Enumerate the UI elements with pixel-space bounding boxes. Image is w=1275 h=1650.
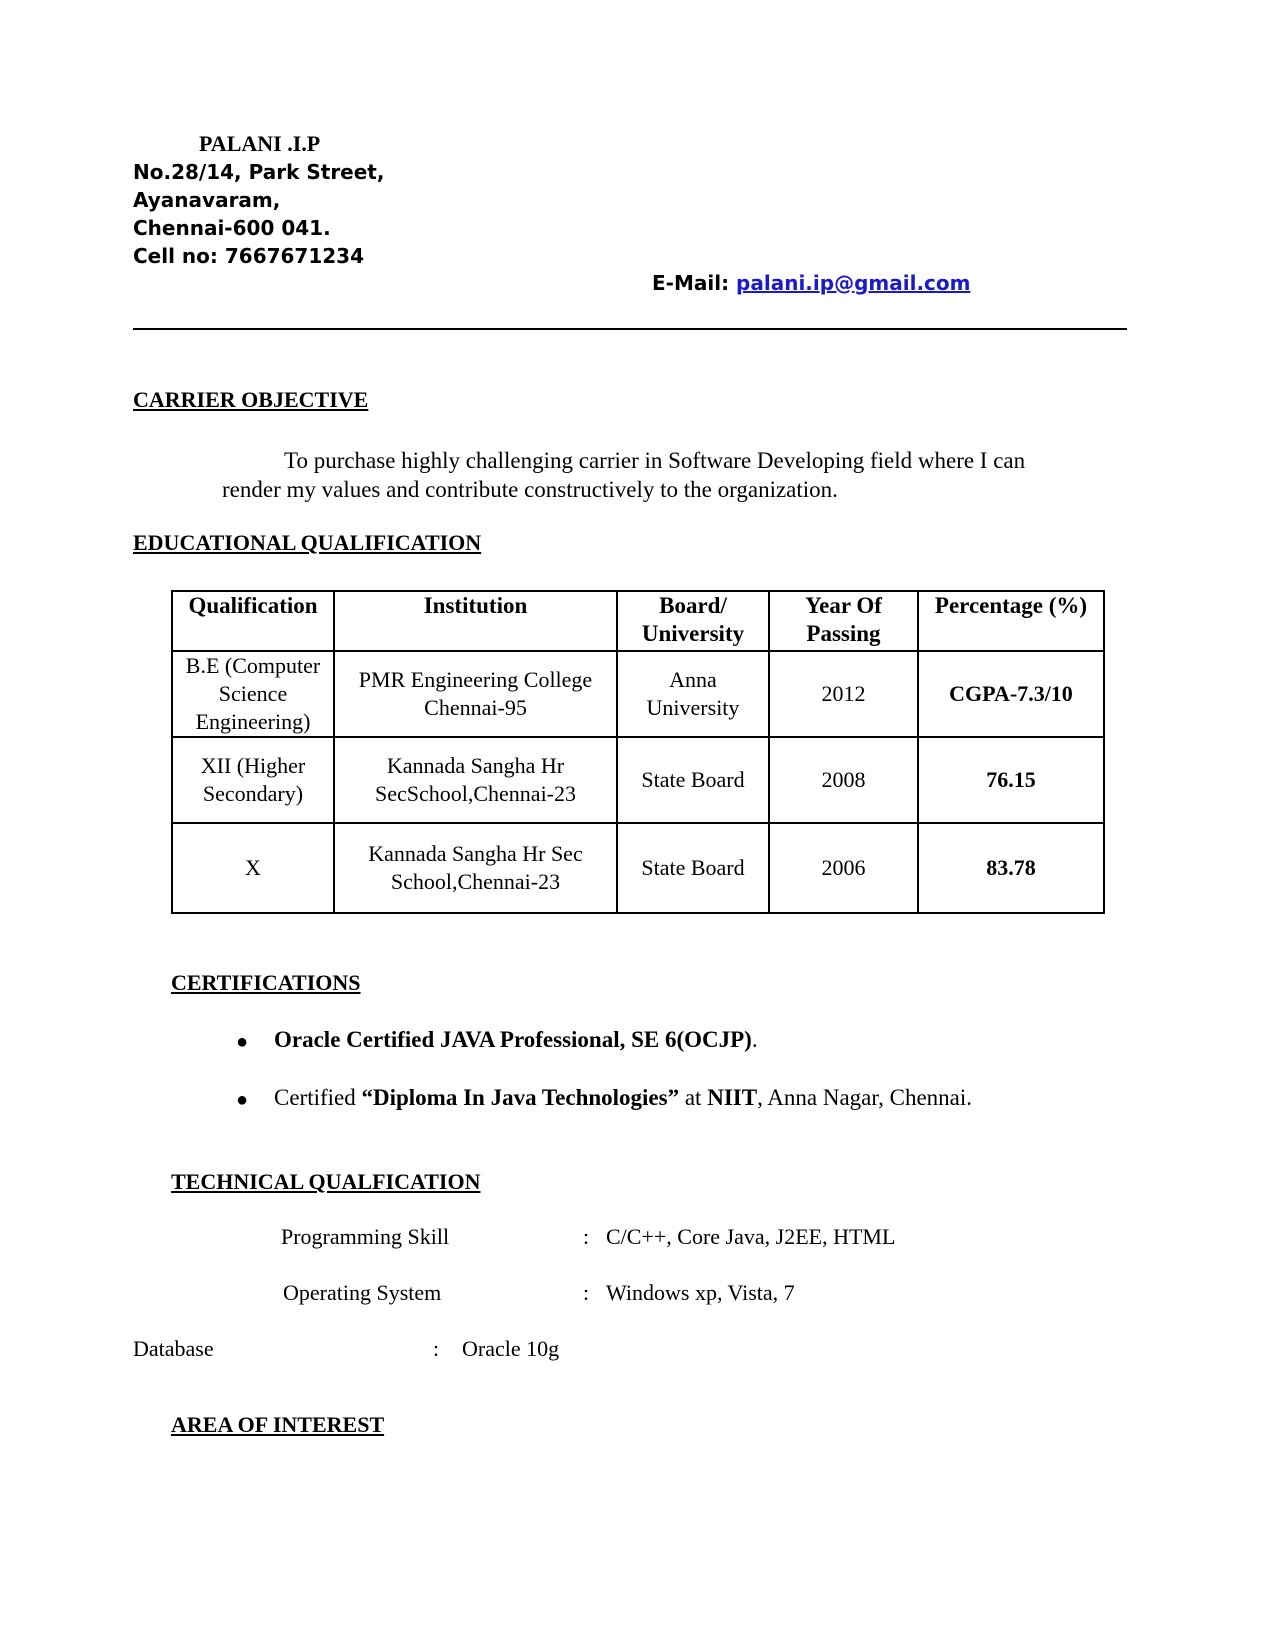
column-header: Year Of Passing <box>769 591 918 651</box>
qualification-cell: B.E (Computer Science Engineering) <box>172 651 334 737</box>
percentage-cell: 76.15 <box>918 737 1104 823</box>
address-line: Chennai-600 041. <box>133 216 331 240</box>
header-divider <box>133 328 1127 330</box>
certification-title: Oracle Certified JAVA Professional, SE 6(OCJP) <box>274 1027 752 1052</box>
column-header: Percentage (%) <box>918 591 1104 651</box>
percentage-cell: CGPA-7.3/10 <box>918 651 1104 737</box>
institution-cell: Kannada Sangha Hr Sec School,Chennai-23 <box>334 823 617 913</box>
certifications-heading: CERTIFICATIONS <box>171 970 361 995</box>
email-label: E-Mail: <box>652 271 737 295</box>
education-heading: EDUCATIONAL QUALIFICATION <box>133 530 482 555</box>
technical-heading: TECHNICAL QUALFICATION <box>171 1169 481 1194</box>
certification-institute: NIIT <box>707 1085 758 1110</box>
candidate-name: PALANI .I.P <box>199 131 321 156</box>
table-row <box>172 737 1104 823</box>
skill-label: Programming Skill <box>281 1224 450 1249</box>
skill-separator: : <box>583 1280 590 1305</box>
skill-label: Operating System <box>283 1280 442 1305</box>
list-item <box>236 1027 972 1085</box>
certification-text-part: , Anna Nagar, Chennai. <box>757 1085 973 1110</box>
objective-heading: CARRIER OBJECTIVE <box>133 387 369 412</box>
cell-number: Cell no: 7667671234 <box>133 244 365 268</box>
email-link[interactable]: palani.ip@gmail.com <box>736 271 971 295</box>
certification-text <box>274 1085 972 1111</box>
interest-heading: AREA OF INTEREST <box>171 1412 385 1437</box>
list-item <box>236 1085 972 1143</box>
board-cell: State Board <box>617 823 769 913</box>
column-header: Qualification <box>172 591 334 651</box>
year-cell: 2008 <box>769 737 918 823</box>
certification-title: “Diploma In Java Technologies” <box>361 1085 680 1110</box>
table-row <box>172 823 1104 913</box>
institution-cell: PMR Engineering College Chennai-95 <box>334 651 617 737</box>
skill-value: Oracle 10g <box>462 1336 560 1361</box>
objective-line: render my values and contribute constructively to the organization. <box>222 477 838 502</box>
table-row <box>172 651 1104 737</box>
skill-value: C/C++, Core Java, J2EE, HTML <box>606 1224 896 1249</box>
qualification-cell: X <box>172 823 334 913</box>
objective-text <box>222 446 1102 504</box>
email-line <box>652 271 970 295</box>
objective-line: To purchase highly challenging carrier in Software Developing field where I can <box>284 448 1026 473</box>
certification-text <box>274 1027 758 1053</box>
education-table <box>171 590 1105 914</box>
bullet-icon: ● <box>236 1089 249 1111</box>
year-cell: 2012 <box>769 651 918 737</box>
skill-value: Windows xp, Vista, 7 <box>606 1280 795 1305</box>
institution-cell: Kannada Sangha Hr SecSchool,Chennai-23 <box>334 737 617 823</box>
certification-text-part: at <box>679 1085 708 1110</box>
qualification-cell: XII (Higher Secondary) <box>172 737 334 823</box>
certification-text-part: Certified <box>274 1085 362 1110</box>
column-header: Institution <box>334 591 617 651</box>
contact-block <box>133 130 384 270</box>
address-line: No.28/14, Park Street, <box>133 160 385 184</box>
percentage-cell: 83.78 <box>918 823 1104 913</box>
year-cell: 2006 <box>769 823 918 913</box>
board-cell: Anna University <box>617 651 769 737</box>
skill-label: Database <box>133 1336 214 1361</box>
address-line: Ayanavaram, <box>133 188 281 212</box>
certifications-list <box>236 1027 972 1143</box>
bullet-icon: ● <box>236 1031 249 1053</box>
certification-punct: . <box>751 1027 758 1052</box>
skill-separator: : <box>583 1224 590 1249</box>
skill-separator: : <box>433 1336 440 1361</box>
table-header-row <box>172 591 1104 651</box>
column-header: Board/ University <box>617 591 769 651</box>
board-cell: State Board <box>617 737 769 823</box>
